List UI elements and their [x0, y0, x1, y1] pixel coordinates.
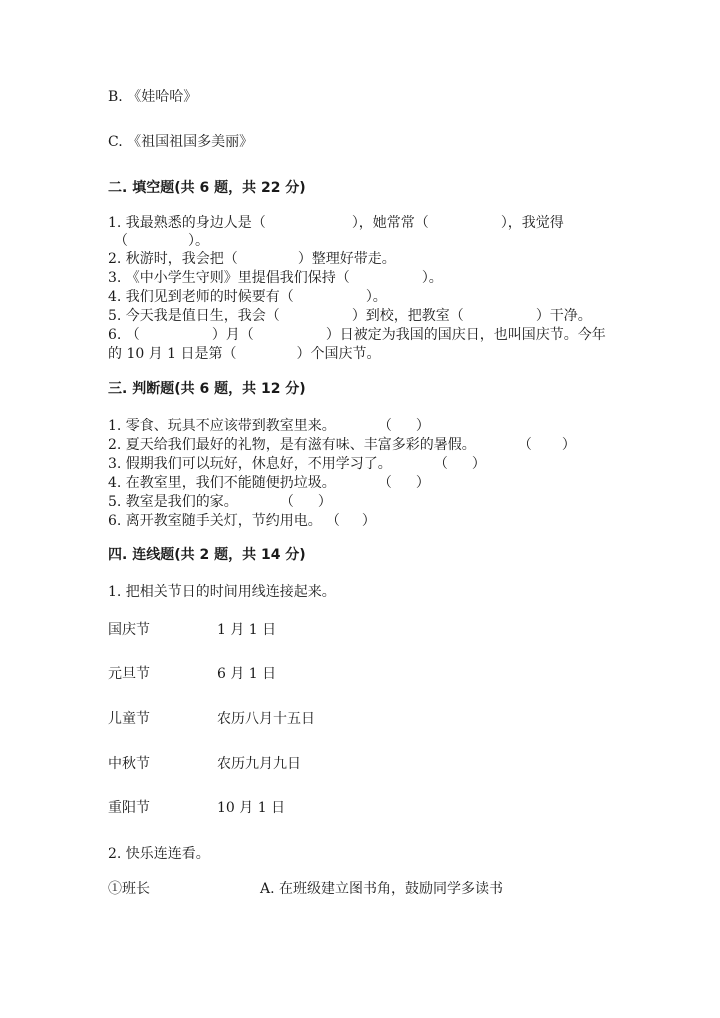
fill-question-1-cont: （ ）。 — [114, 233, 209, 249]
judge-item: 2. 夏天给我们最好的礼物，是有滋有味、丰富多彩的暑假。 （ ） — [108, 437, 576, 453]
duty-item: A. 在班级建立图书角，鼓励同学多读书 — [260, 881, 504, 897]
matching-question-2-prompt: 2. 快乐连连看。 — [108, 846, 210, 862]
fill-question-6: 6. （ ）月（ ）日被定为我国的国庆日，也叫国庆节。今年 — [108, 327, 606, 343]
fill-question-6-cont: 的 10 月 1 日是第（ ）个国庆节。 — [108, 346, 381, 362]
fill-question-5: 5. 今天我是值日生，我会（ ）到校，把教室（ ）干净。 — [108, 308, 592, 324]
fill-question-1: 1. 我最熟悉的身边人是（ ），她常常（ ），我觉得 — [108, 215, 564, 231]
fill-question-4: 4. 我们见到老师的时候要有（ ）。 — [108, 289, 387, 305]
date-item: 1 月 1 日 — [217, 622, 277, 638]
judge-item: 3. 假期我们可以玩好，休息好，不用学习了。 （ ） — [108, 456, 486, 472]
section-heading-matching: 四. 连线题(共 2 题，共 14 分) — [108, 547, 306, 563]
fill-question-2: 2. 秋游时，我会把（ ）整理好带走。 — [108, 251, 396, 267]
festival-item: 儿童节 — [108, 711, 150, 727]
festival-item: 国庆节 — [108, 622, 150, 638]
festival-item: 元旦节 — [108, 666, 150, 682]
role-item: ①班长 — [108, 881, 150, 897]
judge-item: 4. 在教室里，我们不能随便扔垃圾。 （ ） — [108, 475, 430, 491]
option-c: C. 《祖国祖国多美丽》 — [108, 134, 254, 150]
fill-question-3: 3. 《中小学生守则》里提倡我们保持（ ）。 — [108, 270, 443, 286]
matching-question-1-prompt: 1. 把相关节日的时间用线连接起来。 — [108, 584, 336, 600]
festival-item: 重阳节 — [108, 800, 150, 816]
date-item: 6 月 1 日 — [217, 666, 277, 682]
section-heading-judgement: 三. 判断题(共 6 题，共 12 分) — [108, 381, 306, 397]
date-item: 农历八月十五日 — [217, 711, 315, 727]
judge-item: 1. 零食、玩具不应该带到教室里来。 （ ） — [108, 418, 430, 434]
judge-item: 5. 教室是我们的家。 （ ） — [108, 494, 332, 510]
date-item: 农历九月九日 — [217, 756, 301, 772]
date-item: 10 月 1 日 — [217, 800, 286, 816]
section-heading-fill-blank: 二. 填空题(共 6 题，共 22 分) — [108, 180, 306, 196]
judge-item: 6. 离开教室随手关灯，节约用电。 （ ） — [108, 513, 376, 529]
option-b: B. 《娃哈哈》 — [108, 89, 198, 105]
festival-item: 中秋节 — [108, 756, 150, 772]
